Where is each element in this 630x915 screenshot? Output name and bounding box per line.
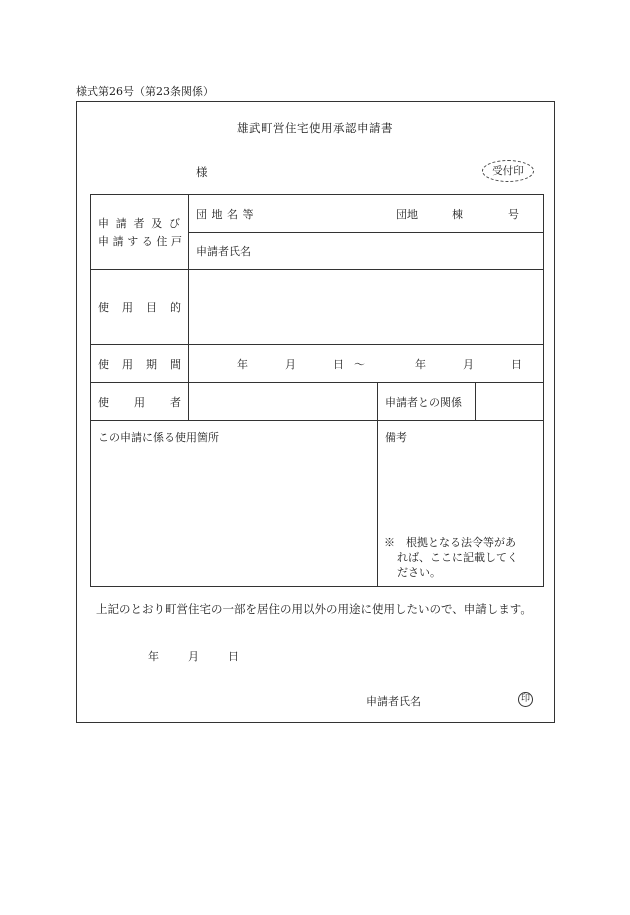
unit-label: 号: [508, 207, 519, 221]
remarks-label: 備考: [385, 431, 407, 444]
seal-mark: 印: [518, 692, 533, 707]
complex-name-cell[interactable]: [189, 195, 544, 233]
complex-name-label: 団 地 名 等: [196, 207, 254, 221]
period-label-cell: 使 用 期 間: [91, 345, 189, 383]
period-to-month: 月: [463, 357, 474, 371]
period-from-year: 年: [237, 357, 248, 371]
sign-date: [148, 648, 239, 664]
application-table: [90, 194, 544, 587]
declaration-text: 上記のとおり町営住宅の一部を居住の用以外の用途に使用したいので、申請します。: [96, 602, 532, 616]
remarks-note: ※ 根拠となる法令等があ れば、ここに記載してく ださい。: [384, 536, 518, 579]
period-from-day: 日: [333, 357, 344, 371]
addressee-suffix: 様: [196, 165, 208, 179]
sign-month: 月: [188, 650, 199, 663]
period-from-month: 月: [285, 357, 296, 371]
relation-field[interactable]: [476, 383, 544, 421]
applicant-unit-header: 申 請 者 及 び 申 請 す る 住 戸: [91, 195, 189, 270]
relation-label-cell: [378, 383, 476, 421]
user-label-cell: 使 用 者: [91, 383, 189, 421]
building-label: 棟: [452, 207, 463, 221]
applicant-sign-label: 申請者氏名: [366, 695, 421, 708]
period-field[interactable]: [189, 345, 544, 383]
sign-year: 年: [148, 650, 159, 663]
relation-label: 申請者との関係: [385, 395, 462, 409]
period-to-day: 日: [511, 357, 522, 371]
user-field[interactable]: [189, 383, 378, 421]
applicant-name-label: 申請者氏名: [196, 245, 251, 258]
purpose-label-cell: 使 用 目 的: [91, 270, 189, 345]
location-cell[interactable]: [91, 421, 378, 587]
applicant-name-cell[interactable]: [189, 233, 544, 270]
form-number-label: 様式第26号（第23条関係）: [76, 85, 214, 98]
period-tilde: 〜: [354, 357, 365, 371]
location-label: この申請に係る使用箇所: [98, 431, 219, 444]
period-to-year: 年: [415, 357, 426, 371]
sign-day: 日: [228, 650, 239, 663]
complex-label: 団地: [396, 207, 418, 221]
form-title: 雄武町営住宅使用承認申請書: [237, 121, 393, 135]
reception-stamp: 受付印: [482, 160, 534, 182]
purpose-field[interactable]: [189, 270, 544, 345]
